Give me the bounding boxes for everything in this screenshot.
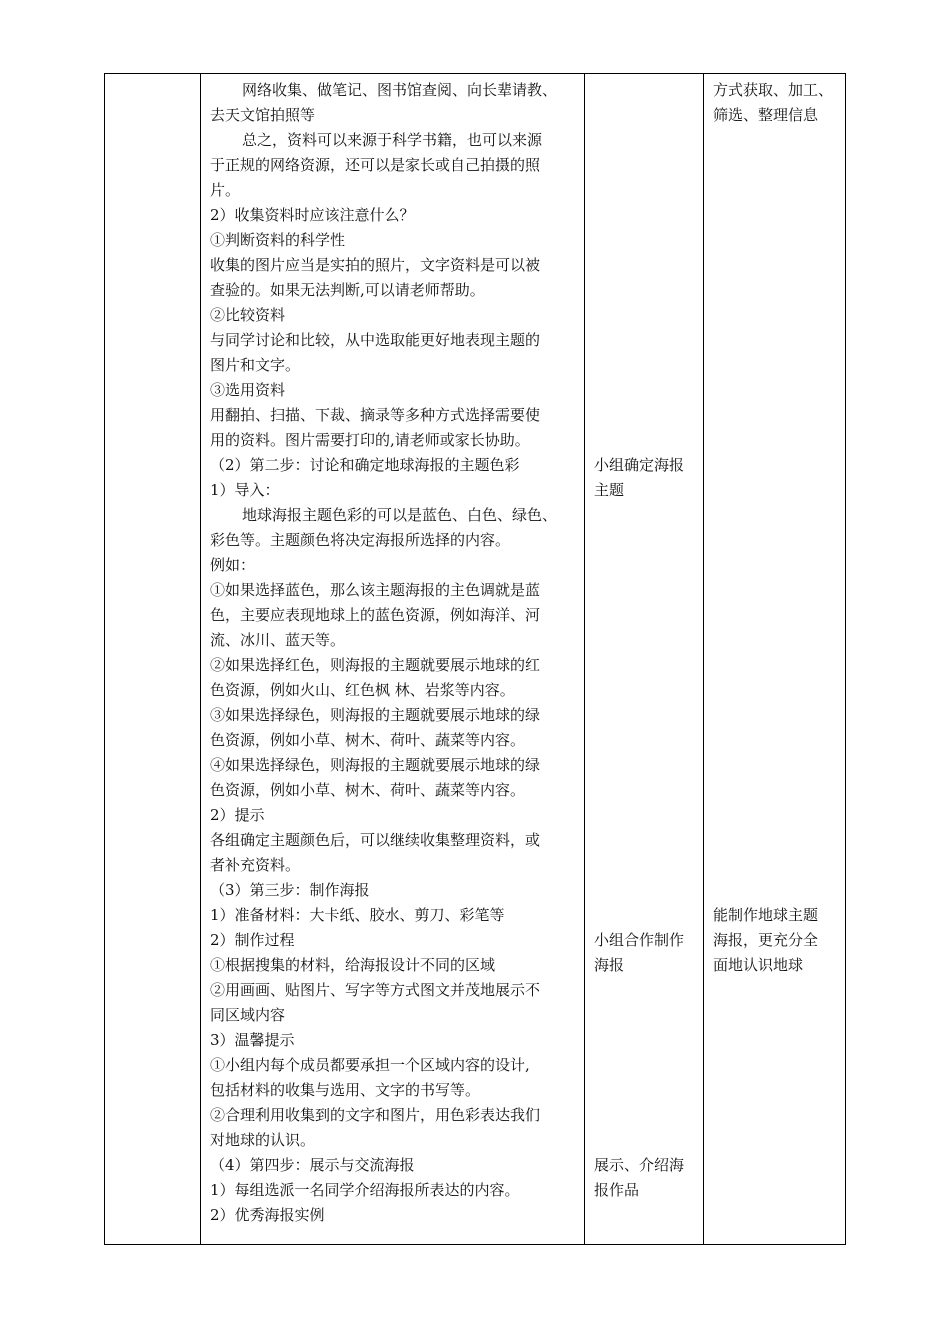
process-line: 色资源，例如小草、树木、荷叶、蔬菜等内容。 xyxy=(210,781,526,799)
design-intent xyxy=(713,903,818,978)
process-line: 用翻拍、扫描、下裁、摘录等多种方式选择需要使 xyxy=(210,406,541,424)
process-line: 色，主要应表现地球上的蓝色资源，例如海洋、河 xyxy=(210,606,541,624)
design-intent xyxy=(713,78,833,128)
process-line: 图片和文字。 xyxy=(210,356,301,374)
process-line: 去天文馆拍照等 xyxy=(210,106,316,124)
process-line: 3）温馨提示 xyxy=(210,1031,295,1049)
process-line: 色资源，例如火山、红色枫 林、岩浆等内容。 xyxy=(210,681,515,699)
process-line: ①根据搜集的材料，给海报设计不同的区域 xyxy=(210,956,496,974)
design-intent-line: 能制作地球主题 xyxy=(713,906,819,924)
stage-column xyxy=(105,74,200,1244)
lesson-plan-table xyxy=(104,73,846,1245)
process-line: ①判断资料的科学性 xyxy=(210,231,346,249)
column-divider xyxy=(200,74,201,1244)
process-line: 对地球的认识。 xyxy=(210,1131,316,1149)
process-line: 用的资料。图片需要打印的,请老师或家长协助。 xyxy=(210,431,530,449)
process-line: 包括材料的收集与选用、文字的书写等。 xyxy=(210,1081,481,1099)
process-line: 2）收集资料时应该注意什么？ xyxy=(210,206,415,224)
process-line: 同区域内容 xyxy=(210,1006,286,1024)
process-line: 者补充资料。 xyxy=(210,856,301,874)
process-line: 网络收集、做笔记、图书馆查阅、向长辈请教、 xyxy=(242,81,558,99)
design-intent-line: 海报，更充分全 xyxy=(713,931,819,949)
process-line: 1）每组选派一名同学介绍海报所表达的内容。 xyxy=(210,1181,520,1199)
student-activity xyxy=(594,453,684,503)
student-activity-line: 小组合作制作 xyxy=(594,931,685,949)
process-line: 收集的图片应当是实拍的照片，文字资料是可以被 xyxy=(210,256,541,274)
process-line: 流、冰川、蓝天等。 xyxy=(210,631,346,649)
process-line: ①如果选择蓝色，那么该主题海报的主色调就是蓝 xyxy=(210,581,541,599)
process-line: 2）提示 xyxy=(210,806,265,824)
process-line: 查验的。如果无法判断,可以请老师帮助。 xyxy=(210,281,485,299)
process-line: （4）第四步：展示与交流海报 xyxy=(210,1156,415,1174)
student-activity-line: 海报 xyxy=(594,956,625,974)
column-divider xyxy=(584,74,585,1244)
process-line: 彩色等。主题颜色将决定海报所选择的内容。 xyxy=(210,531,511,549)
process-line: 1）准备材料：大卡纸、胶水、剪刀、彩笔等 xyxy=(210,906,505,924)
design-intent-column xyxy=(713,78,845,1238)
student-activity-line: 报作品 xyxy=(594,1181,640,1199)
student-activity-line: 小组确定海报 xyxy=(594,456,685,474)
design-intent-line: 方式获取、加工、 xyxy=(713,81,834,99)
process-line: ②比较资料 xyxy=(210,306,286,324)
process-line: ②用画画、贴图片、写字等方式图文并茂地展示不 xyxy=(210,981,541,999)
process-line: （2）第二步：讨论和确定地球海报的主题色彩 xyxy=(210,456,520,474)
column-divider xyxy=(703,74,704,1244)
process-line: ③如果选择绿色，则海报的主题就要展示地球的绿 xyxy=(210,706,541,724)
process-line: ③选用资料 xyxy=(210,381,286,399)
process-line: ②如果选择红色，则海报的主题就要展示地球的红 xyxy=(210,656,541,674)
teaching-process-column xyxy=(210,78,582,1228)
process-line: 例如： xyxy=(210,556,256,574)
process-line: 2）制作过程 xyxy=(210,931,295,949)
process-line: ④如果选择绿色，则海报的主题就要展示地球的绿 xyxy=(210,756,541,774)
student-activity xyxy=(594,1153,684,1203)
process-line: 2）优秀海报实例 xyxy=(210,1206,325,1224)
student-activity-column xyxy=(594,78,702,1238)
process-line: 与同学讨论和比较，从中选取能更好地表现主题的 xyxy=(210,331,541,349)
design-intent-line: 筛选、整理信息 xyxy=(713,106,819,124)
process-line: 于正规的网络资源，还可以是家长或自己拍摄的照 xyxy=(210,156,541,174)
process-line: ②合理利用收集到的文字和图片，用色彩表达我们 xyxy=(210,1106,541,1124)
process-line: 地球海报主题色彩的可以是蓝色、白色、绿色、 xyxy=(242,506,558,524)
process-line: （3）第三步：制作海报 xyxy=(210,881,370,899)
process-line: 色资源，例如小草、树木、荷叶、蔬菜等内容。 xyxy=(210,731,526,749)
process-line: 1）导入： xyxy=(210,481,280,499)
process-line: ①小组内每个成员都要承担一个区域内容的设计, xyxy=(210,1056,530,1074)
process-line: 片。 xyxy=(210,181,241,199)
design-intent-line: 面地认识地球 xyxy=(713,956,804,974)
process-line: 各组确定主题颜色后，可以继续收集整理资料，或 xyxy=(210,831,541,849)
student-activity xyxy=(594,928,684,978)
student-activity-line: 主题 xyxy=(594,481,625,499)
student-activity-line: 展示、介绍海 xyxy=(594,1156,685,1174)
process-line: 总之，资料可以来源于科学书籍，也可以来源 xyxy=(242,131,543,149)
